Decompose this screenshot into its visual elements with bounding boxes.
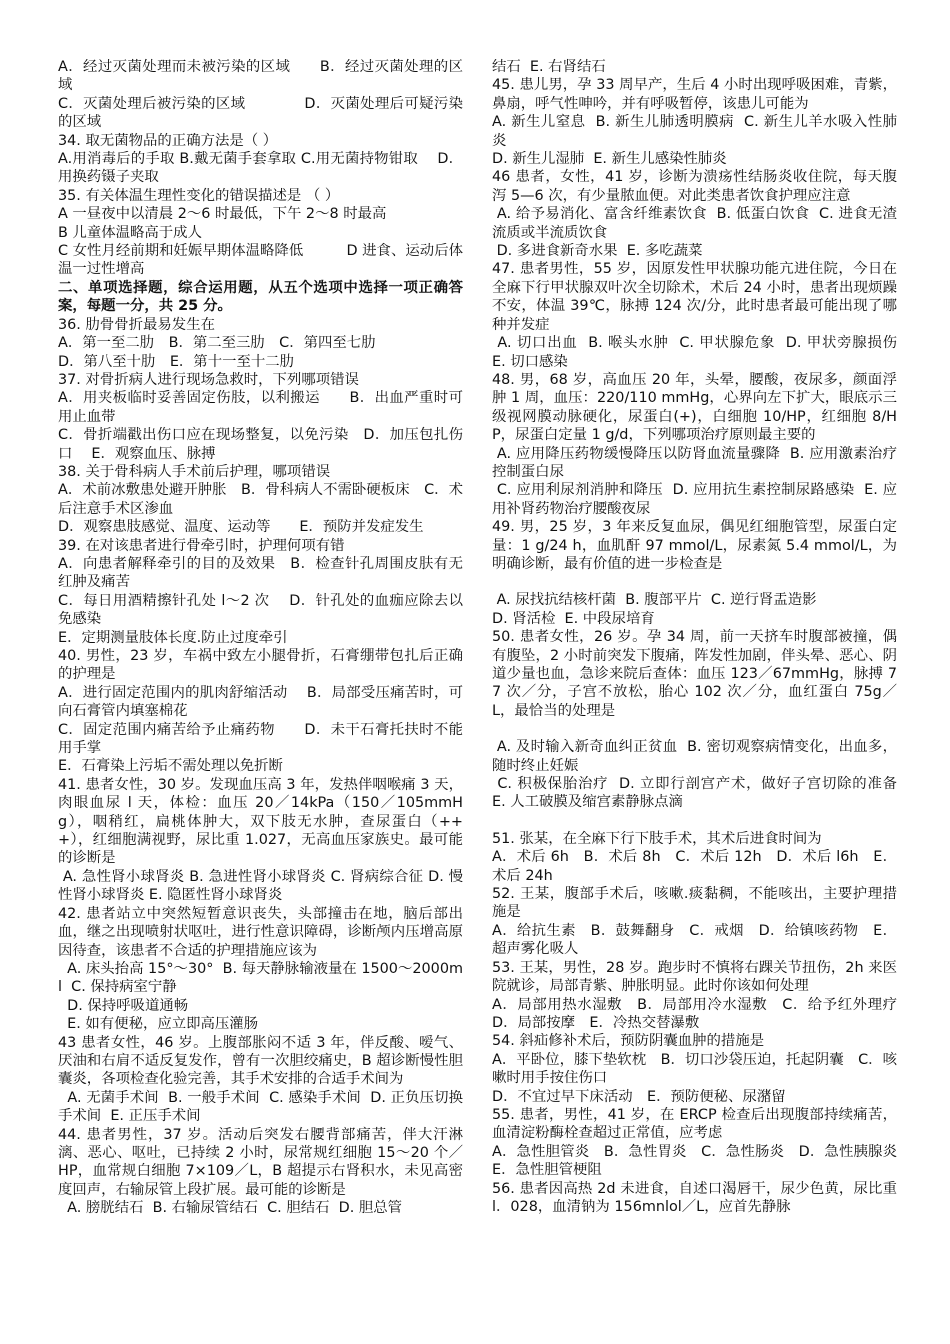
spacer	[492, 573, 897, 591]
text-line: A. 及时输入新奇血纠正贫血 B. 密切观察病情变化，出血多，随时终止妊娠	[492, 739, 897, 774]
text-line: C 女性月经前期和妊娠早期体温略降低 D 进食、运动后体温一过性增高	[58, 243, 463, 278]
text-line: A．进行固定范围内的肌肉舒缩活动 B．局部受压痛苦时，可向石膏管内填塞棉花	[58, 684, 463, 720]
text-line: A. 给予易消化、富含纤维素饮食 B. 低蛋白饮食 C. 进食无渣流质或半流质饮食	[492, 206, 897, 241]
left-column	[58, 58, 463, 1218]
text-line: 37. 对骨折病人进行现场急救时，下列哪项错误	[58, 371, 359, 388]
text-line: E．定期测量肢体长度.防止过度牵引	[58, 629, 288, 646]
text-line: 34. 取无菌物品的正确方法是（ ）	[58, 132, 278, 149]
text-line: A．局部用热水湿敷 B．局部用冷水湿敷 C．给予红外理疗 D．局部按摩 E．冷热交替瀑敷	[492, 996, 912, 1031]
text-line: D．不宜过早下床活动 E．预防便秘、尿潴留	[492, 1088, 786, 1105]
text-line: 48. 男，68 岁，高血压 20 年，头晕，腰酸，夜尿多，颜面浮肿 1 周，血压：220/110 mmHg，心界向左下扩大，眼底示三级视网膜动脉硬化，尿蛋白(+)，白细胞 10/HP，红细胞 8/HP，尿蛋白定量 1 g/d，下列哪项治疗原则最主要的	[492, 371, 897, 444]
text-line: C. 积极保胎治疗 D. 立即行剖宫产术，做好子宫切除的准备 E. 人工破膜及缩宫素静脉点滴	[492, 776, 907, 811]
text-line: 35. 有关体温生理性变化的错误描述是 （ ）	[58, 187, 340, 204]
text-line: A．平卧位，膝下垫软枕 B．切口沙袋压迫，托起阴囊 C．咳嗽时用手按住伤口	[492, 1051, 897, 1087]
text-line: A．急性胆管炎 B．急性胃炎 C．急性肠炎 D．急性胰腺炎 E．急性胆管梗阻	[492, 1143, 912, 1179]
text-line: D. 多进食新奇水果 E. 多吃蔬菜	[492, 243, 703, 260]
spacer	[492, 720, 897, 738]
text-line: 54. 斜疝修补术后，预防阴囊血肿的措施是	[492, 1033, 765, 1050]
text-line: 43 患者女性，46 岁。上腹部胀闷不适 3 年，伴反酸、嗳气、厌油和右肩不适反复发作，曾有一次胆绞痛史，B 超诊断慢性胆囊炎，各项检查化验完善，其手术安排的合适手术间为	[58, 1034, 463, 1088]
text-line: E．石膏染上污垢不需处理以免折断	[58, 758, 283, 775]
text-line: 46 患者，女性，41 岁，诊断为溃疡性结肠炎收住院，每天腹泻 5—6 次，有少量脓血便。对此类患者饮食护理应注意	[492, 169, 897, 204]
text-line: A. 新生儿窒息 B. 新生儿肺透明膜病 C. 新生儿羊水吸入性肺炎	[492, 114, 897, 149]
text-line: 二、单项选择题，综合运用题，从五个选项中选择一项正确答案，每题一分，共 25 分。	[58, 279, 463, 315]
text-line: 55. 患者，男性，41 岁，在 ERCP 检查后出现腹部持续痛苦，血清淀粉酶栓查超过正常值，应考虑	[492, 1106, 897, 1142]
text-line: 52. 王某，腹部手术后，咳嗽.痰黏稠，不能咳出，主要护理措施是	[492, 886, 897, 921]
text-line: 51. 张某，在全麻下行下肢手术，其术后进食时间为	[492, 830, 822, 847]
text-line: D. 新生儿湿肺 E. 新生儿感染性肺炎	[492, 151, 727, 168]
text-line: 36. 肋骨骨折最易发生在	[58, 316, 215, 333]
text-line: C. 应用利尿剂消肿和降压 D. 应用抗生素控制尿路感染 E. 应用补肾药物治疗腰酸夜尿	[492, 482, 898, 517]
text-line: A. 应用降压药物缓慢降压以防肾血流量骤降 B. 应用激素治疗控制蛋白尿	[492, 445, 897, 480]
text-line: D. 肾活检 E. 中段尿培育	[492, 610, 655, 627]
text-line: 39. 在对该患者进行骨牵引时，护理何项有错	[58, 537, 345, 554]
text-line: B 儿童体温略高于成人	[58, 224, 202, 241]
text-line: 47. 患者男性，55 岁，因原发性甲状腺功能亢进住院，今日在全麻下行甲状腺双叶次全切除术，术后 24 小时，患者出现烦躁不安，体温 39℃，脉搏 124 次/分，此时患者最可能出现了哪种并发症	[492, 261, 897, 333]
text-line: 56. 患者因高热 2d 未进食，自述口渴唇干，尿少色黄，尿比重 l．028，血清钠为 156mnlol／L，应首先静脉	[492, 1180, 902, 1215]
text-line: A．经过灭菌处理而未被污染的区域 B．经过灭菌处理的区域	[58, 59, 463, 94]
text-line: A．术后 6h B．术后 8h C．术后 12h D．术后 l6h E．术后 24h	[492, 849, 897, 884]
spacer	[492, 812, 897, 830]
text-line: C．固定范围内痛苦给予止痛药物 D．未干石膏托扶时不能用手掌	[58, 721, 463, 757]
text-line: C．灭菌处理后被污染的区域 D．灭菌处理后可疑污染的区域	[58, 95, 463, 131]
text-line: 结石 E. 右肾结石	[492, 59, 606, 75]
text-line: A. 无菌手术间 B. 一般手术间 C. 感染手术间 D. 正负压切换手术间 E. 正压手术间	[58, 1089, 463, 1125]
text-line: 38. 关于骨科病人手术前后护理，哪项错误	[58, 463, 331, 480]
text-line: C．每日用酒精擦针孔处 l～2 次 D．针孔处的血痂应除去以免感染	[58, 592, 463, 628]
text-line: 41. 患者女性，30 岁。发现血压高 3 年，发热伴咽喉痛 3 天，肉眼血尿 l 天，体检：血压 20／14kPa（150／105mmHg），咽稍红，扁桃体肿大，双下肢无水肿，查尿蛋白（+++），红细胞满视野，尿比重 1.027，无高血压家族史。最可能的诊断是	[58, 776, 463, 867]
text-line: 50. 患者女性，26 岁。孕 34 周，前一天挤车时腹部被撞，偶有腹坠，2 小时前突发下腹痛，阵发性加剧，伴头晕、恶心、阴道少量也血，急诊来院后查体：血压 123／67mmHg，脉搏 77 次／分，子宫不放松，胎心 102 次／分，血红蛋白 75g／L，最恰当的处理是	[492, 629, 897, 719]
text-line: A. 急性肾小球肾炎 B. 急进性肾小球肾炎 C. 肾病综合征 D. 慢性肾小球肾炎 E. 隐匿性肾小球肾炎	[58, 868, 463, 904]
text-line: A．术前冰敷患处避开肿胀 B．骨科病人不需卧硬板床 C．术后注意手术区渗血	[58, 482, 463, 517]
text-line: A. 切口出血 B. 喉头水肿 C. 甲状腺危象 D. 甲状旁腺损伤 E. 切口感染	[492, 335, 907, 370]
text-line: 53. 王某，男性，28 岁。跑步时不慎将右踝关节扭伤，2h 来医院就诊，局部青紫、肿胀明显。此时你该如何处理	[492, 959, 897, 995]
text-line: 45. 患儿男，孕 33 周早产，生后 4 小时出现呼吸困难，青紫，鼻扇，呼气性呻吟，并有呼吸暂停，该患儿可能为	[492, 77, 897, 112]
text-line: A．向患者解释牵引的目的及效果 B．检查针孔周围皮肤有无红肿及痛苦	[58, 555, 463, 591]
text-line: A 一昼夜中以清晨 2～6 时最低，下午 2～8 时最高	[58, 206, 387, 223]
text-line: A．用夹板临时妥善固定伤肢，以利搬运 B．出血严重时可用止血带	[58, 390, 463, 425]
text-line: A. 尿找抗结核杆菌 B. 腹部平片 C. 逆行肾盂造影	[492, 592, 817, 609]
text-line: 49. 男，25 岁，3 年来反复血尿，偶见红细胞管型，尿蛋白定量：1 g/24 h，血肌酐 97 mmol/L，尿素氮 5.4 mmol/L，为明确诊断，最有价值的进一步检查是	[492, 519, 897, 572]
text-line: 42. 患者站立中突然短暂意识丧失，头部撞击在地，脑后部出血，继之出现喷射状呕吐，进行性意识障碍，诊断颅内压增高原因待查，该患者不合适的护理措施应该为	[58, 905, 463, 959]
text-line: C．骨折端戳出伤口应在现场整复，以免污染 D．加压包扎伤口 E．观察血压、脉搏	[58, 427, 463, 462]
right-column	[492, 58, 912, 1216]
text-line: A．第一至二肋 B．第二至三肋 C．第四至七肋	[58, 335, 376, 352]
text-line: D．观察患肢感觉、温度、运动等 E．预防并发症发生	[58, 519, 424, 536]
text-line: 40. 男性，23 岁，车祸中致左小腿骨折，石膏绷带包扎后正确的护理是	[58, 648, 463, 683]
text-line: A．给抗生素 B．鼓舞翻身 C．戒烟 D．给镇咳药物 E．超声雾化吸人	[492, 922, 897, 958]
text-line: D．第八至十肋 E．第十一至十二肋	[58, 353, 295, 370]
text-line: A.用消毒后的手取 B.戴无菌手套拿取 C.用无菌持物钳取 D．用换药镊子夹取	[58, 151, 463, 186]
text-line: A. 床头抬高 15°～30° B. 每天静脉输液量在 1500～2000ml C. 保持病室宁静	[58, 960, 463, 996]
text-line: 44. 患者男性，37 岁。活动后突发右腰背部痛苦，伴大汗淋漓、恶心、呕吐，已持续 2 小时，尿常规红细胞 15～20 个／HP，血常规白细胞 7×109／L，B 超提示右肾积水，未见高密度回声，右输尿管上段扩展。最可能的诊断是	[58, 1126, 463, 1198]
text-line: E. 如有便秘，应立即高压灌肠	[58, 1016, 259, 1033]
text-line: D. 保持呼吸道通畅	[58, 997, 189, 1014]
text-line: A. 膀胱结石 B. 右输尿管结石 C. 胆结石 D. 胆总管	[58, 1200, 403, 1217]
